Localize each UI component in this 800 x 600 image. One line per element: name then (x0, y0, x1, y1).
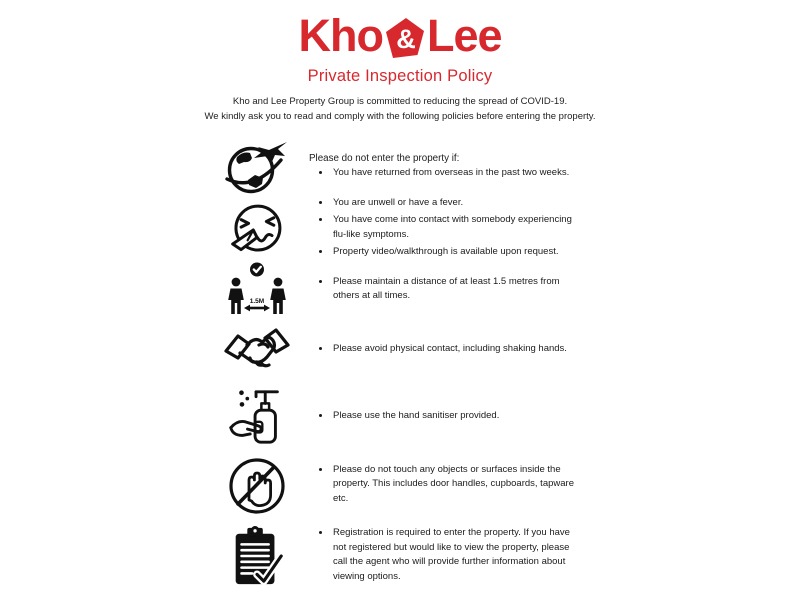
no-touch-icon (217, 456, 297, 516)
policy-bullet: • You have returned from overseas in the past two weeks. (331, 166, 577, 181)
policy-bullet: • You are unwell or have a fever. (331, 196, 577, 211)
policy-bullet: • Registration is required to enter the property. If you have not registered but would like to view the property, please call the agent who will provide further information about viewing options. (331, 526, 577, 585)
section-unwell (217, 196, 583, 261)
poster-header (0, 0, 800, 124)
ampersand-pentagon-icon (385, 17, 425, 60)
poster-title: Private Inspection Policy (307, 67, 493, 85)
section-sanitiser (217, 382, 583, 452)
sneezing-face-icon (217, 200, 297, 258)
intro-line-1: Kho and Lee Property Group is committed to reducing the spread of COVID-19. (232, 96, 568, 107)
policy-list (217, 138, 583, 593)
section-no-touch (217, 452, 583, 519)
intro-text (0, 95, 800, 124)
kho-lee-logo (0, 10, 800, 61)
globe-airplane-icon (217, 139, 297, 195)
policy-bullet: • Please avoid physical contact, including shaking hands. (331, 342, 577, 357)
social-distance-icon (217, 262, 297, 319)
section-registration (217, 519, 583, 593)
intro-line-2: We kindly ask you to read and comply with the following policies before entering the property. (204, 110, 596, 122)
distance-label: 1.5M (249, 297, 265, 305)
policy-bullet: • Please do not touch any objects or surfaces inside the property. This includes door handles, cupboards, tapware etc. (331, 463, 577, 507)
logo-word-2: Lee (426, 10, 502, 61)
policy-bullet: • You have come into contact with somebody experiencing flu-like symptoms. (331, 213, 577, 242)
ampersand-glyph: & (396, 23, 415, 54)
policy-bullet: • Please maintain a distance of at least 1.5 metres from others at all times. (331, 275, 577, 304)
handshake-icon (217, 325, 297, 377)
policy-bullet: • Please use the hand sanitiser provided. (331, 409, 577, 424)
section-overseas (217, 138, 583, 196)
section-distance (217, 261, 583, 319)
do-not-enter-header: Please do not enter the property if: (309, 152, 460, 164)
logo-word-1: Kho (298, 10, 383, 61)
section-handshake (217, 319, 583, 382)
registration-clipboard-icon (217, 525, 297, 587)
policy-bullet: • Property video/walkthrough is available upon request. (331, 245, 577, 260)
hand-sanitiser-icon (217, 385, 297, 449)
